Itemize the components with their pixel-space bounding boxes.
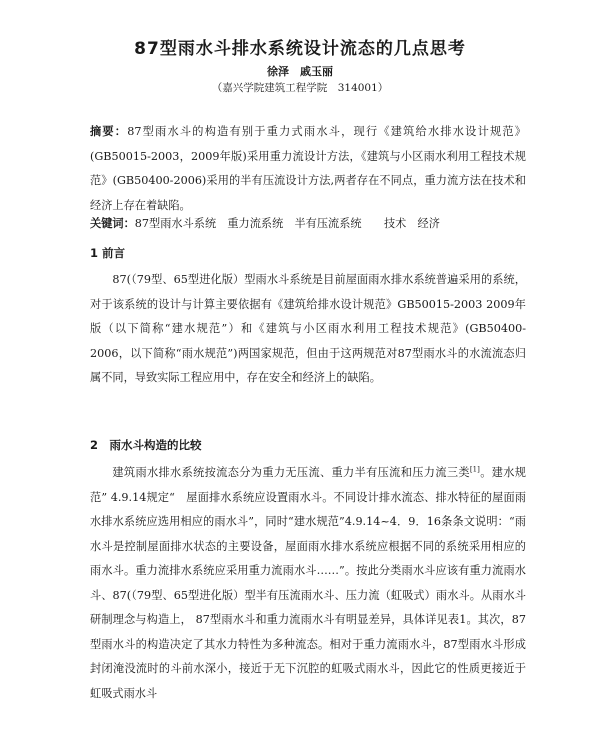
section2-text-a: 建筑雨水排水系统按流态分为重力无压流、重力半有压流和压力流三类 [112, 466, 470, 479]
abstract-block [90, 120, 526, 218]
section1-body [90, 268, 526, 391]
keywords-block [90, 212, 526, 237]
keywords-label: 关键词： [90, 217, 135, 230]
paper-title: 87型雨水斗排水系统设计流态的几点思考 [134, 39, 466, 59]
reference-mark: [1] [469, 465, 480, 474]
paper-affiliation: （嘉兴学院建筑工程学院 314001） [211, 82, 389, 94]
abstract-label: 摘要： [90, 125, 128, 138]
section2-heading: 2 雨水斗构造的比较 [90, 438, 202, 452]
section1-paragraph: 87(（79型、65型进化版）型雨水斗系统是目前屋面雨水排水系统普遍采用的系统，对于该系统的设计与计算主要依据有《建筑给排水设计规范》GB50015-2003 2009年版（以下简称“建水规范”）和《建筑与小区雨水利用工程技术规范》(GB50400-2006，以下简称“雨水规范”)两国家规范，但由于这两规范对87型雨水斗的水流流态归属不同，导致实际工程应用中，存在安全和经济上的缺陷。 [90, 273, 526, 384]
section2-paragraph [90, 461, 526, 706]
abstract-text: 87型雨水斗的构造有别于重力式雨水斗，现行《建筑给水排水设计规范》(GB50015-2003，2009年版)采用重力流设计方法，《建筑与小区雨水利用工程技术规范》(GB50400-2006)采用的半有压流设计方法,两者存在不同点，重力流方法在技术和经济上存在着缺陷。 [90, 125, 526, 212]
section2-body [90, 461, 526, 706]
keywords-text: 87型雨水斗系统 重力流系统 半有压流系统 技术 经济 [134, 217, 440, 230]
section1-heading: 1 前言 [90, 246, 126, 260]
section2-text-b: 。建水规范” 4.9.14规定“ 屋面排水系统应设置雨水斗。不同设计排水流态、排水特征的屋面雨水排水系统应选用相应的雨水斗”，同时“建水规范”4.9.14~4．9．16条条文说明：“雨水斗是控制屋面排水状态的主要设备，屋面雨水排水系统应根据不同的系统采用相应的雨水斗。重力流排水系统应采用重力流雨水斗……”。按此分类雨水斗应该有重力流雨水斗、87(（79型、65型进化版）型半有压流雨水斗、压力流（虹吸式）雨水斗。从雨水斗研制理念与构造上， 87型雨水斗和重力流雨水斗有明显差异，具体详见表1。其次，87型雨水斗的构造决定了其水力特性为多种流态。相对于重力流雨水斗，87型雨水斗形成封闭淹没流时的斗前水深小，接近于无下沉腔的虹吸式雨水斗，因此它的性质更接近于虹吸式雨水斗 [90, 466, 526, 700]
paper-authors: 徐泽 戚玉丽 [267, 65, 333, 78]
